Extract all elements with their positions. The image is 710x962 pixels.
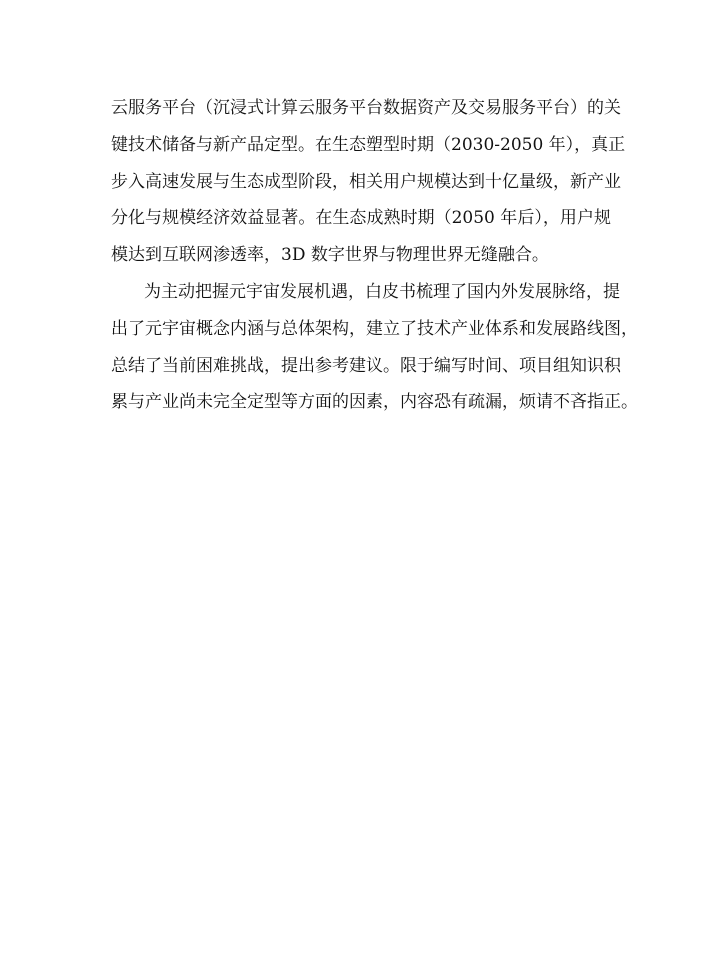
text-line: 步入高速发展与生态成型阶段，相关用户规模达到十亿量级，新产业: [111, 171, 621, 192]
text-line: 键技术储备与新产品定型。在生态塑型时期（2030-2050 年），真正: [111, 134, 626, 155]
text-line: 为主动把握元宇宙发展机遇，白皮书梳理了国内外发展脉络，提: [144, 281, 620, 302]
text-line: 分化与规模经济效益显著。在生态成熟时期（2050 年后），用户规: [111, 208, 611, 229]
text-line: 云服务平台（沉浸式计算云服务平台数据资产及交易服务平台）的关: [111, 98, 621, 118]
text-line: 累与产业尚未完全定型等方面的因素，内容恐有疏漏，烦请不吝指正。: [111, 392, 638, 413]
text-line: 总结了当前困难挑战，提出参考建议。限于编写时间、项目组知识积: [111, 355, 621, 376]
text-line: 出了元宇宙概念内涵与总体架构，建立了技术产业体系和发展路线图，: [111, 318, 638, 339]
text-line: 模达到互联网渗透率，3D 数字世界与物理世界无缝融合。: [111, 245, 549, 266]
paragraph-2: [111, 274, 638, 421]
body-text: [111, 90, 638, 421]
paragraph-1: [111, 90, 626, 274]
